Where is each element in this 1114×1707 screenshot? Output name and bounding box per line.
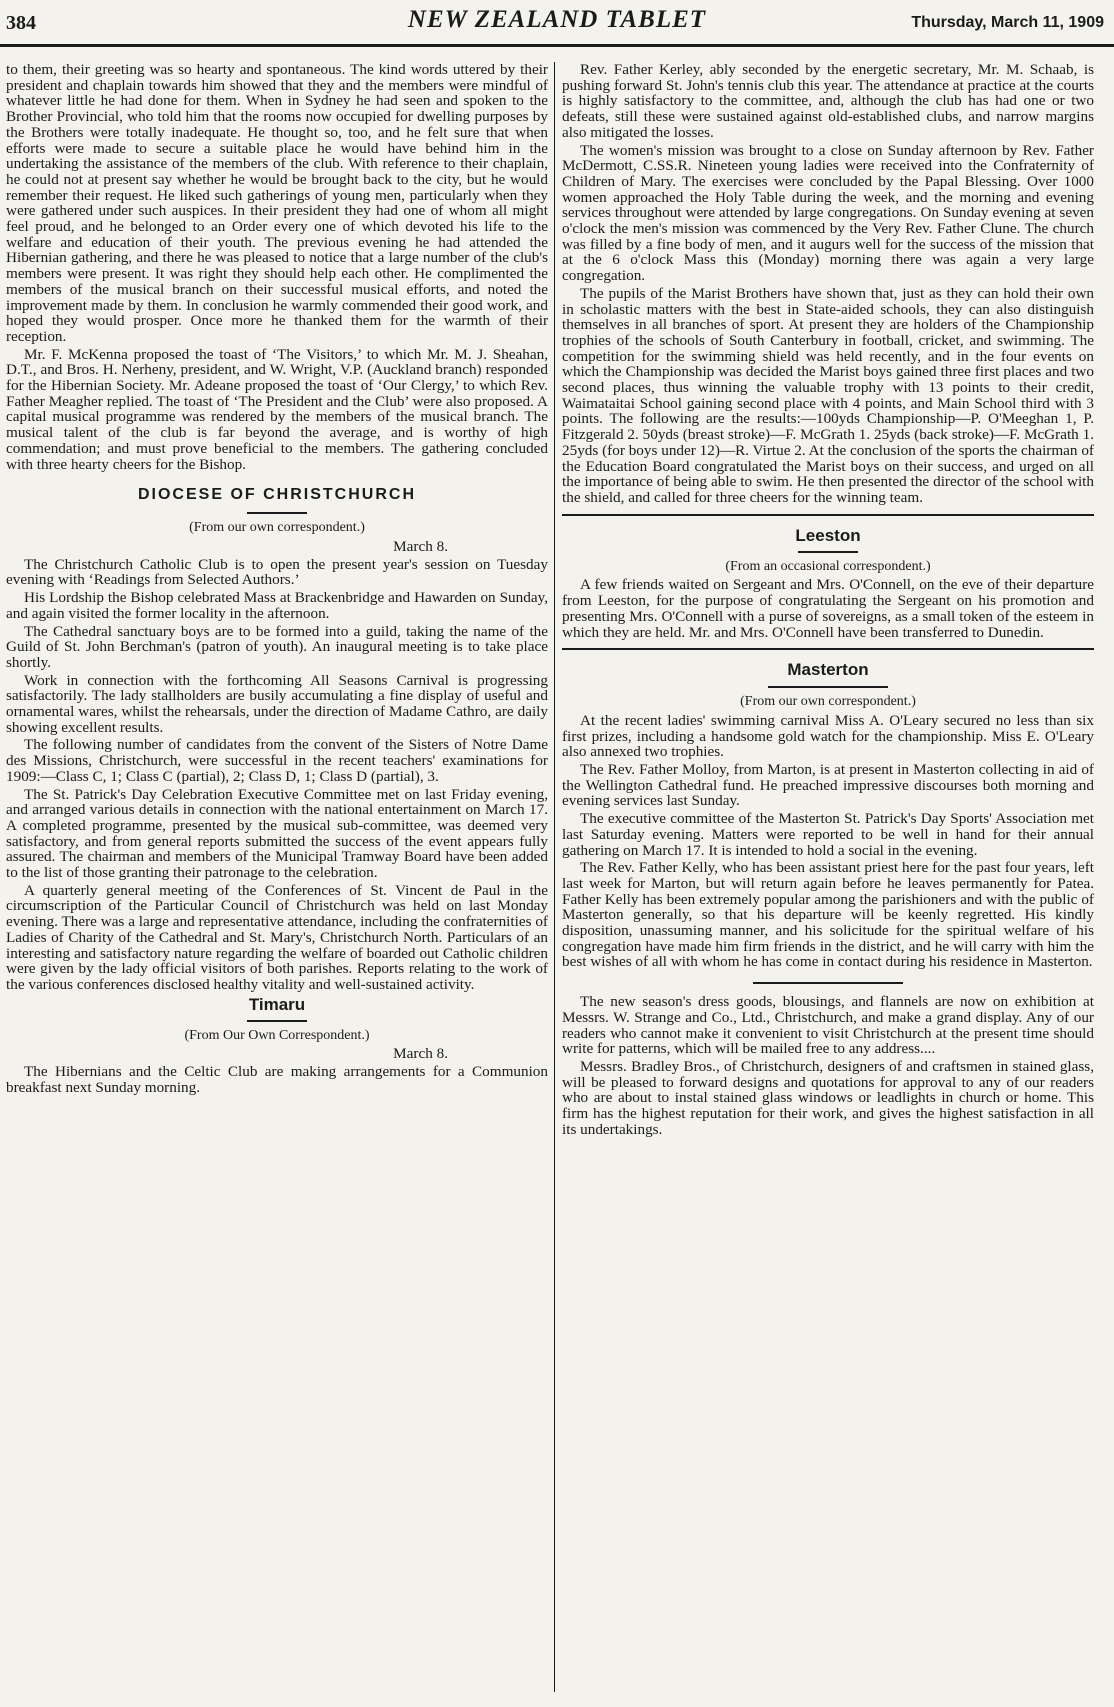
right-column xyxy=(562,62,1094,1139)
byline: (From our own correspondent.) xyxy=(740,694,916,710)
section-heading-leeston: Leeston xyxy=(795,525,861,545)
column-divider xyxy=(554,62,555,1692)
article-paragraph: A few friends waited on Sergeant and Mrs. O'Connell, on the eve of their departure from Leeston, for the purpose of congratulating the Sergeant on his promotion and presenting Mrs. O'Connell with a purse of sovereigns, as a small token of the esteem in which they are held. Mr. and Mrs. O'Connell have been transferred to Dunedin. xyxy=(562,576,1094,641)
section-heading-timaru: Timaru xyxy=(248,994,306,1014)
section-heading-diocese: DIOCESE OF CHRISTCHURCH xyxy=(137,486,416,504)
heading-rule xyxy=(247,512,307,514)
section-separator xyxy=(562,514,1094,516)
article-paragraph: The executive committee of the Masterton St. Patrick's Day Sports' Association met last Saturday evening. Matters were reported to be well in hand for their annual gathering on March 17. It is intended to hold a social in the evening. xyxy=(562,810,1094,859)
masthead xyxy=(0,0,1114,47)
article-paragraph: Rev. Father Kerley, ably seconded by the energetic secretary, Mr. M. Schaab, is pushing forward St. John's tennis club this year. The attendance at practice at the courts is highly satisfactory to the committee, and, although the club has had one or two defeats, still these were sustained against old-established clubs, and narrow margins also mitigated the losses. xyxy=(562,61,1094,141)
article-paragraph: The Hibernians and the Celtic Club are making arrangements for a Communion breakfast next Sunday morning. xyxy=(6,1063,548,1096)
heading-rule xyxy=(798,551,858,553)
notice-paragraph: Messrs. Bradley Bros., of Christchurch, designers of and craftsmen in stained glass, will be pleased to forward designs and quotations for approval to any of our readers who are about to instal stained glass windows or leadlights in church or home. This firm has the highest reputation for their work, and gives the highest satisfaction in all its undertakings. xyxy=(562,1057,1094,1138)
article-paragraph: The pupils of the Marist Brothers have shown that, just as they can hold their own in scholastic matters with the best in State-aided schools, they can also distinguish themselves in all branches of sport. At present they are holders of the Championship trophies of the schools of South Canterbury in football, cricket, and swimming. The competition for the swimming shield was held recently, and in the four events on which the Championship was decided the Marist boys gained three first places and two second places, thus winning the valuable trophy with 13 points to their credit, Waimataitai School gaining second place with 4 points, and Main School third with 3 points. The following are the results:—100yds Championship—P. O'Meeghan 1, P. Fitzgerald 2. 50yds (breast stroke)—F. McGrath 1. 25yds (back stroke)—F. McGrath 1. 25yds (for boys under 12)—R. Virtue 2. At the conclusion of the sports the chairman of the Education Board congratulated the Marist boys on their success, and urged on all the importance of being able to swim. He then presented the director of the school with the shield, and called for three cheers for the winning team. xyxy=(562,284,1094,506)
article-paragraph: His Lordship the Bishop celebrated Mass at Brackenbridge and Hawarden on Sunday, and again visited the former locality in the afternoon. xyxy=(6,589,548,622)
article-paragraph: Work in connection with the forthcoming All Seasons Carnival is progressing satisfactorily. The lady stallholders are busily accumulating a fine display of useful and ornamental wares, whilst the rehearsals, under the direction of Madame Cathro, are daily showing excellent results. xyxy=(6,671,548,736)
issue-date: Thursday, March 11, 1909 xyxy=(911,14,1104,31)
heading-rule xyxy=(768,686,888,688)
byline: (From our own correspondent.) xyxy=(189,520,365,536)
left-column xyxy=(6,62,548,1097)
article-paragraph: to them, their greeting was so hearty and spontaneous. The kind words uttered by their president and chaplain towards him showed that they and the members were mindful of whatever little he had done for them. When in Sydney he had seen and spoken to the Brother Provincial, who told him that the rooms now occupied for dwelling purposes by the Brothers were totally inadequate. He thought so, too, and he felt sure that when efforts were made to secure a suitable place he would have behind him in the undertaking the assistance of the members of the club. With reference to their chaplain, he could not at present say whether he would be brought back to the city, but he would remember their request. He liked such gatherings of young men, particularly when they were gathered under such auspices. In their president they had one of whom all might feel proud, and he belonged to an Order every one of which devoted his life to the welfare and education of their youth. The previous evening he had attended the Hibernian gathering, and there he was pleased to notice that a large number of the club's members were present. It was right they should help each other. He complimented the members of the musical branch on their successful musical efforts, and noted the improvement made by them. In conclusion he warmly commended their good work, and hoped they would prosper. Once more he thanked them for the warmth of their reception. xyxy=(6,61,548,345)
article-paragraph: The Christchurch Catholic Club is to open the present year's session on Tuesday evening with ‘Readings from Selected Authors.’ xyxy=(6,555,548,589)
notice-paragraph: The new season's dress goods, blousings, and flannels are now on exhibition at Messrs. W. Strange and Co., Ltd., Christchurch, and make a grand display. Any of our readers who cannot make it convenient to visit Christchurch at the present time should write for patterns, which will be mailed free to any address.... xyxy=(562,993,1094,1058)
section-heading-masterton: Masterton xyxy=(787,660,869,680)
article-paragraph: The St. Patrick's Day Celebration Executive Committee met on last Friday evening, and arranged various details in connection with the national entertainment on March 17. A completed programme, presented by the musical sub-committee, was deemed very satisfactory, and from general reports submitted the success of the event appears fully assured. The chairman and members of the Municipal Tramway Board have been added to the list of those granting their patronage to the celebration. xyxy=(6,785,548,882)
article-paragraph: The Rev. Father Molloy, from Marton, is at present in Masterton collecting in aid of the Wellington Cathedral fund. He preached impressive discourses both morning and evening services last Sunday. xyxy=(562,761,1094,810)
section-rule xyxy=(753,982,903,984)
page-number: 384 xyxy=(6,12,36,34)
article-paragraph: The women's mission was brought to a close on Sunday afternoon by Rev. Father McDermott, C.SS.R. Nineteen young ladies were received into the Confraternity of Children of Mary. The exercises were concluded by the Papal Blessing. Over 1000 women approached the Holy Table during the week, and the morning and evening services throughout were attended by large congregations. On Sunday evening at seven o'clock the men's mission was commenced by the Very Rev. Father Clune. The church was filled by a fine body of men, and it augurs well for the success of the mission that at the 6 o'clock Mass this (Monday) morning there was again a very large congregation. xyxy=(562,141,1094,285)
byline: (From Our Own Correspondent.) xyxy=(184,1027,370,1043)
article-paragraph: The Cathedral sanctuary boys are to be formed into a guild, taking the name of the Guild of St. John Berchman's (patron of youth). An inaugural meeting is to take place shortly. xyxy=(6,622,548,671)
article-paragraph: The Rev. Father Kelly, who has been assistant priest here for the past four years, left last week for Marton, but will return again before he leaves permanently for Patea. Father Kelly has been extremely popular among the parishioners and with the public of Masterton generally, so that his departure will be keenly regretted. His kindly disposition, unassuming manner, and his solicitude for the spiritual welfare of his congregation have made him firm friends in the district, and he will carry with him the best wishes of all with whom he has come in contact during his residence in Masterton. xyxy=(562,859,1094,971)
section-separator xyxy=(562,648,1094,650)
article-paragraph: The following number of candidates from the convent of the Sisters of Notre Dame des Missions, Christchurch, were successful in the recent teachers' examinations for 1909:—Class C, 1; Class C (partial), 2; Class D, 1; Class D (partial), 3. xyxy=(6,736,548,785)
dateline: March 8. xyxy=(393,537,448,555)
byline: (From an occasional correspondent.) xyxy=(725,558,931,574)
article-paragraph: At the recent ladies' swimming carnival Miss A. O'Leary secured no less than six first prizes, including a handsome gold watch for the championship. Miss E. O'Leary also annexed two trophies. xyxy=(562,711,1094,761)
dateline: March 8. xyxy=(393,1045,448,1063)
article-paragraph: Mr. F. McKenna proposed the toast of ‘The Visitors,’ to which Mr. M. J. Sheahan, D.T., and Bros. H. Nerheny, president, and W. Wright, V.P. (Auckland branch) responded for the Hibernian Society. Mr. Adeane proposed the toast of ‘Our Clergy,’ to which Rev. Father Meagher replied. The toast of ‘The President and the Club’ were also proposed. A capital musical programme was rendered by the members of the musical branch. The musical talent of the club is far beyond the average, and is worthy of high commendation; and must prove beneficial to the members. The gathering concluded with three hearty cheers for the Bishop. xyxy=(6,345,548,473)
article-paragraph: A quarterly general meeting of the Conferences of St. Vincent de Paul in the circumscription of the Particular Council of Christchurch was held on last Monday evening. There was a large and representative attendance, including the confraternities of Ladies of Charity of the Cathedral and St. Mary's, Christchurch North. Particulars of an interesting and satisfactory nature regarding the welfare of boarded out Catholic children were given by the lady official visitors of both parishes. Reports relating to the work of the various conferences disclosed healthy vitality and well-sustained activity. xyxy=(6,881,548,993)
heading-rule xyxy=(247,1020,307,1022)
newspaper-title: NEW ZEALAND TABLET xyxy=(407,6,707,33)
